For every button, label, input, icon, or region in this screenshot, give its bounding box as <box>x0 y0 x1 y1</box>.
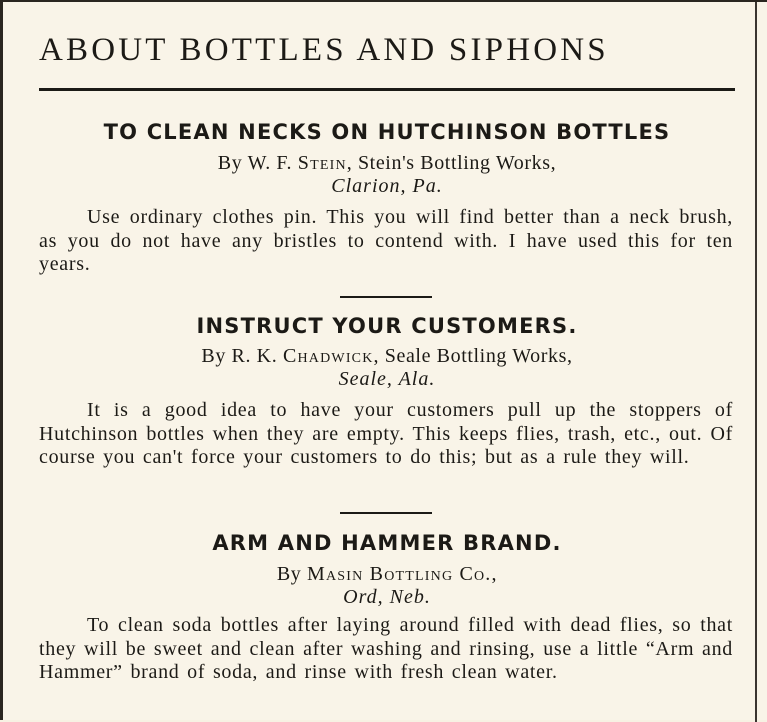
article-3-body: To clean soda bottles after laying around filled with dead flies, so that they will be sweet and clean after washing and rinsing, use a little “Arm and Hammer” brand of soda, and rinse with fresh clean water. <box>39 614 733 683</box>
article-1-company: , Stein's Bottling Works, <box>346 152 557 174</box>
article-1-heading: TO CLEAN NECKS ON HUTCHINSON BOTTLES <box>103 120 671 144</box>
article-1-author: Stein <box>297 152 347 174</box>
page-title: ABOUT BOTTLES AND SIPHONS <box>39 32 609 68</box>
article-2-location: Seale, Ala. <box>338 368 436 390</box>
article-2-byline <box>39 345 735 368</box>
article-1-byline <box>39 152 735 175</box>
article-2-company: , Seale Bottling Works, <box>373 345 573 367</box>
article-1-by: By W. F. <box>217 152 293 174</box>
article-1-body: Use ordinary clothes pin. This you will find better than a neck brush, as you do not have any bristles to contend with. I have used this for ten years. <box>39 206 733 275</box>
article-2-author: Chadwick <box>282 345 374 367</box>
page-edge-rule <box>755 2 757 722</box>
article-2-heading: INSTRUCT YOUR CUSTOMERS. <box>196 314 578 338</box>
title-rule <box>39 88 735 91</box>
section-divider-2 <box>340 512 432 514</box>
article-1-location: Clarion, Pa. <box>331 175 443 197</box>
article-3-author: Masin Bottling Co. <box>307 563 492 585</box>
article-3-byline <box>39 563 735 586</box>
article-3-company: , <box>491 563 498 585</box>
article-2-body: It is a good idea to have your customers pull up the stoppers of Hutchinson bottles when they are empty. This keeps flies, trash, etc., out. Of course you can't force your customers to do this; but as a rule they will. <box>39 399 733 468</box>
article-3-location: Ord, Neb. <box>343 586 431 608</box>
article-2-by: By R. K. <box>201 345 278 367</box>
section-divider-1 <box>340 296 432 298</box>
article-3-by: By <box>276 563 302 585</box>
article-3-heading: ARM AND HAMMER BRAND. <box>212 531 562 555</box>
